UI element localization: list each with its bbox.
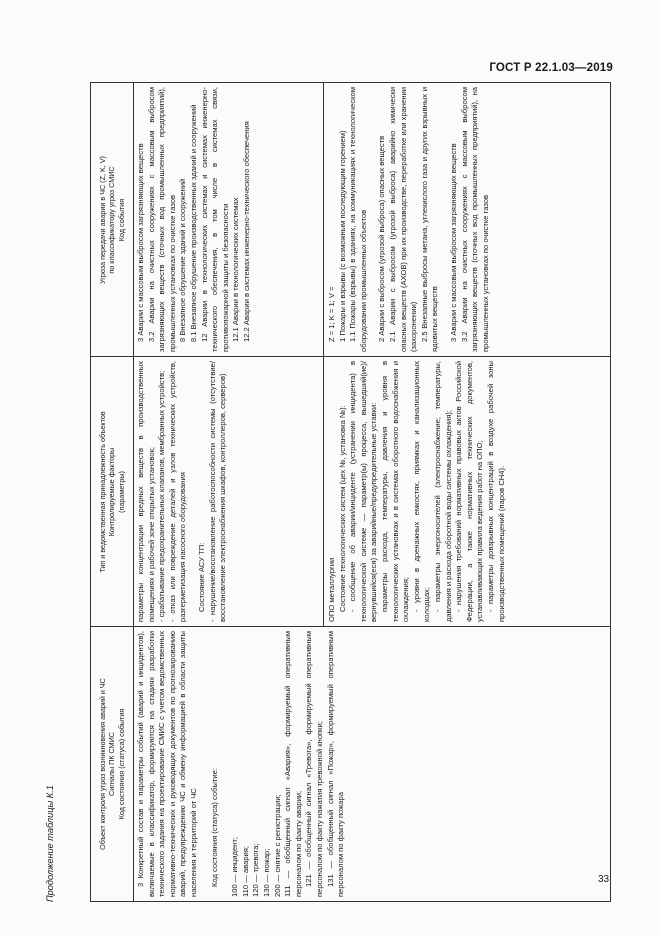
paragraph: - отказ или повреждение деталей и узлов технических устройств, разгерметизация насосного оборудования (167, 361, 188, 622)
paragraph: параметры расхода, температуры, давления и уровня в технологических установках и в системах оборотного водоснабжения и охлаждения; (379, 361, 411, 622)
paragraph: - параметры довзрывных концентраций в воздухе рабочей зоны производственных помещений (паров CH4). (485, 361, 506, 622)
paragraph: 12.1 Аварии в технологических системах (231, 197, 241, 342)
header-line: Объект контроля угроз возникновения аварий и ЧС (97, 678, 107, 850)
paragraph: 12.2 Аварии в системах инженерно-технического обеспечения (241, 121, 251, 342)
paragraph: 2.1 Аварии с выбросом (угрозой выброса) аварийно химически опасных веществ (АХОВ) при их производстве, переработке или хранении (захоронении) (387, 87, 419, 352)
page-number: 33 (598, 874, 610, 885)
paragraph: 2 Аварии с выбросом (угрозой выброса) опасных веществ (377, 135, 387, 342)
paragraph: - уровни в дренажных емкостях, приямках и канализационных колодцах; (411, 361, 432, 622)
standard-header: ГОСТ Р 22.1.03—2019 (489, 62, 613, 74)
status-code: 110 — авария; (240, 845, 250, 897)
header-col-threat (91, 83, 133, 357)
paragraph: 3.2 Аварии на очистных сооружениях с массовым выбросом загрязняющих веществ (сточных вод промышленных предприятий), на промышленных установках по очистке газов (459, 87, 490, 352)
status-code: 111 — обобщенный сигнал «Авария», формируемый оперативным персоналом по факту аварии; (283, 631, 303, 897)
paragraph: - срабатывание предохранительных клапанов, мембранных устройств; (157, 370, 167, 622)
status-code: 130 — пожар; (261, 848, 271, 897)
paragraph: Состояние технологических систем (цех №, установка №): (337, 405, 347, 612)
header-col-type (91, 357, 133, 627)
paragraph: Код состояния (статуса) событие: (209, 768, 219, 887)
table-header (91, 83, 134, 901)
header-line: Угроза передачи аварии в ЧС (Z, K, V) (97, 156, 107, 284)
paragraph: 2.5 Внезапные выбросы метана, углекислого газа и других взрывных и ядовитых веществ (419, 87, 440, 352)
paragraph: 3 Аварии с массовым выбросом загрязняющих веществ (448, 143, 458, 342)
header-line: Контролируемые факторы (107, 447, 117, 537)
cell-threat-bottom (325, 83, 610, 356)
paragraph: 3 Аварии с массовым выбросом загрязняющих веществ (136, 143, 145, 342)
paragraph: 1 Пожары и взрывы (с возможным последующим горением) (337, 130, 347, 342)
cell-type-top (134, 357, 323, 626)
cell-threat-top (134, 83, 323, 356)
cell-type-bottom (325, 357, 610, 626)
header-line: (параметры) (116, 471, 126, 513)
paragraph: - нарушение/восстановление работоспособности системы (отсутствие/восстановление электроснабжения шкафов, контроллеров, серверов) (207, 361, 228, 622)
paragraph: 3 Конкретный состав и параметры событий (аварий и инцидентов), включаемые в классификатор, формируются на стадиях разработки технического задания на проектирование СМИС с учетом ведомственных нормативно-технических и руководящих документов по прогнозированию аварий, предупреждению ЧС и обмену информацией в области защиты населения и территорий от ЧС (136, 631, 198, 897)
header-line: по классификатору угроз СМИС (107, 166, 117, 274)
status-code: 131 — обобщенный сигнал «Пожар», формируемый оперативным персоналом по факту пожара (325, 631, 346, 897)
status-code: 100 — инцидент; (230, 837, 240, 897)
header-line: Код состояния (статуса) события (116, 708, 126, 820)
paragraph: 12 Аварии в технологических системах и системах инженерно-технического обеспечения, в том числе в системах связи, противопожарной защиты и безопасности (199, 87, 230, 352)
paragraph: 1.1 Пожары (взрывы) в зданиях, на коммуникациях и технологическом оборудовании промышленных объектов (348, 87, 368, 352)
paragraph: 3.2 Аварии на очистных сооружениях с массовым выбросом загрязняющих веществ (сточных вод промышленных предприятий), промышленных установках по очистке газов (146, 87, 177, 352)
paragraph: 8 Внезапное обрушение зданий и сооружений (178, 178, 188, 342)
cell-object-control (134, 627, 610, 901)
paragraph: параметры концентрации вредных веществ в производственных помещениях и рабочей зоне открытых установок; (136, 361, 156, 622)
table-caption: Продолжение таблицы К.1 (45, 785, 55, 902)
status-code: 121 — обобщенный сигнал «Тревога», формируемый оперативным персоналом по факту нажатия тревожной кнопки; (304, 631, 324, 897)
header-col-object (91, 627, 133, 901)
paragraph: - нарушения требований нормативных правовых актов Российской Федерации, а также нормативных технических документов, устанавливающих правила ведения работ на ОПО; (454, 361, 485, 622)
status-code: 120 — тревога; (251, 843, 261, 897)
status-code: 200 — снятие с регистрации; (272, 794, 282, 897)
header-line: Тип и ведомственная принадлежность объектов (97, 411, 107, 573)
row-divider (323, 82, 324, 627)
header-line: Сигналы ПК СМИС (107, 732, 117, 796)
paragraph: - сообщение об аварии/инциденте (устранении инцидента) в технологической системе — параметр(ы) процесса, вышедший(ие)/вернувшийся(еся) за аварийные/предупредительные уставки: (348, 361, 379, 622)
header-line: Код события (116, 198, 126, 242)
paragraph: Состояние АСУ ТП: (196, 542, 206, 612)
paragraph: - параметры энергоносителей (электроснабжение; температуры, давления и расхода оборотной воды системы охлаждения); (432, 361, 453, 622)
table-k1 (90, 82, 611, 902)
paragraph: Z = 1; K = 1; V = (327, 286, 336, 342)
rotated-content (40, 80, 615, 902)
paragraph: ОПО металлургии (327, 557, 336, 622)
paragraph: 8.1 Внезапное обрушение производственных зданий и сооружений (188, 104, 198, 342)
